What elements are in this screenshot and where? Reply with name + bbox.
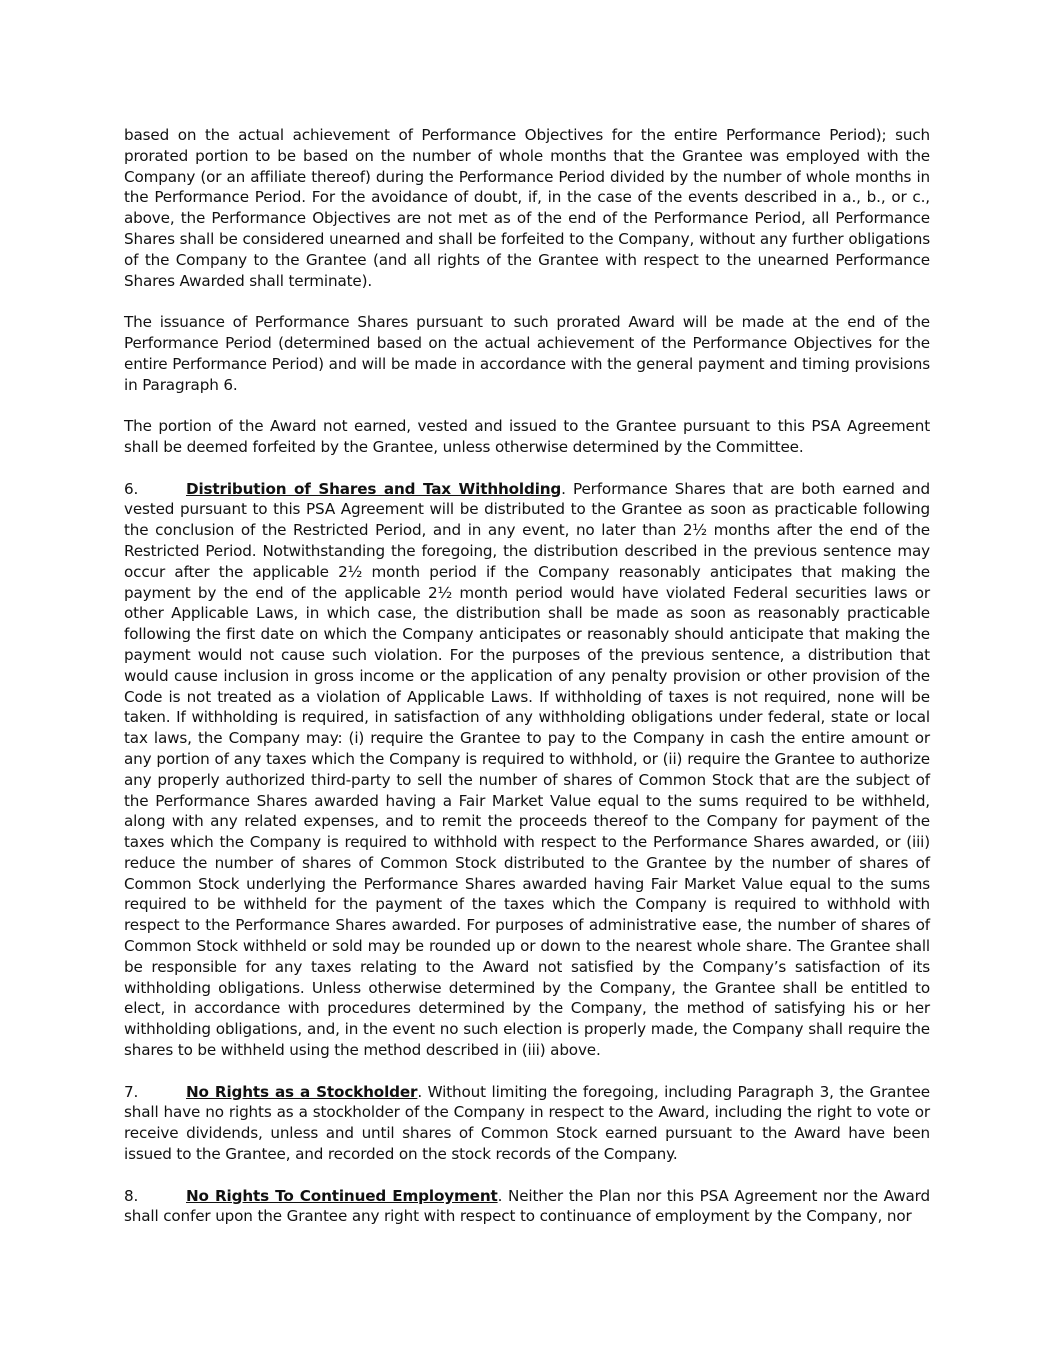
section-heading: Distribution of Shares and Tax Withholding	[186, 479, 562, 498]
paragraph-forfeiture: The portion of the Award not earned, vested and issued to the Grantee pursuant to this PSA Agreement shall be deemed forfeited by the Grantee, unless otherwise determined by the Committee.	[124, 417, 930, 456]
section-number: 7.	[124, 1082, 139, 1101]
section-body: . Performance Shares that are both earned and vested pursuant to this PSA Agreement will be distributed to the Grantee as soon as practicable following the conclusion of the Restricted Period, and in any event, no later than 2½ months after the end of the Restricted Period. Notwithstanding the foregoing, the distribution described in the previous sentence may occur after the applicable 2½ month period if the Company reasonably anticipates that making the payment by the end of the applicable 2½ month period would have violated Federal securities laws or other Applicable Laws, in which case, the distribution shall be made as soon as reasonably practicable following the first date on which the Company anticipates or reasonably should anticipate that making the payment would not cause such violation. For the purposes of the previous sentence, a distribution that would cause inclusion in gross income or the application of any penalty provision or other provision of the Code is not treated as a violation of Applicable Laws. If withholding of taxes is not required, none will be taken. If withholding is required, in satisfaction of any withholding obligations under federal, state or local tax laws, the Company may: (i) require the Grantee to pay to the Company in cash the entire amount or any portion of any taxes which the Company is required to withhold, or (ii) require the Grantee to authorize any properly authorized third-party to sell the number of shares of Common Stock that are the subject of the Performance Shares awarded having a Fair Market Value equal to the sums required to be withheld, along with any related expenses, and to remit the proceeds thereof to the Company for payment of the taxes which the Company is required to withhold with respect to the Performance Shares awarded, or (iii) reduce the number of shares of Common Stock distributed to the Grantee by the number of shares of Common Stock underlying the Performance Shares awarded having Fair Market Value equal to the sums required to be withheld for the payment of the taxes which the Company is required to withhold with respect to the Performance Shares awarded. For purposes of administrative ease, the number of shares of Common Stock withheld or sold may be rounded up or down to the nearest whole share. The Grantee shall be responsible for any taxes relating to the Award not satisfied by the Company’s satisfaction of its withholding obligations. Unless otherwise determined by the Company, the Grantee shall be entitled to elect, in accordance with procedures determined by the Company, the method of satisfying his or her withholding obligations, and, in the event no such election is properly made, the Company shall require the shares to be withheld using the method described in (iii) above.	[124, 479, 930, 1060]
section-number: 8.	[124, 1186, 139, 1205]
section-body: . Neither the Plan nor this PSA Agreement nor the Award shall confer upon the Grantee any right with respect to continuance of employment by the Company, nor	[124, 1186, 930, 1226]
section-body: . Without limiting the foregoing, including Paragraph 3, the Grantee shall have no rights as a stockholder of the Company in respect to the Award, including the right to vote or receive dividends, unless and until shares of Common Stock earned pursuant to the Award have been issued to the Grantee, and recorded on the stock records of the Company.	[124, 1082, 930, 1164]
section-heading: No Rights To Continued Employment	[186, 1186, 498, 1205]
paragraph-prorated-portion: based on the actual achievement of Performance Objectives for the entire Performance Period); such prorated portion to be based on the number of whole months that the Grantee was employed with the Company (or an affiliate thereof) during the Performance Period divided by the number of whole months in the Performance Period. For the avoidance of doubt, if, in the case of the events described in a., b., or c., above, the Performance Objectives are not met as of the end of the Performance Period, all Performance Shares shall be considered unearned and shall be forfeited to the Company, without any further obligations of the Company to the Grantee (and all rights of the Grantee with respect to the unearned Performance Shares Awarded shall terminate).	[124, 126, 930, 290]
section-7-no-rights-stockholder	[124, 1082, 930, 1165]
section-heading: No Rights as a Stockholder	[186, 1082, 418, 1101]
section-6-distribution	[124, 479, 930, 1061]
paragraph-issuance: The issuance of Performance Shares pursuant to such prorated Award will be made at the end of the Performance Period (determined based on the actual achievement of the Performance Objectives for the entire Performance Period) and will be made in accordance with the general payment and timing provisions in Paragraph 6.	[124, 313, 930, 394]
document-page	[124, 125, 930, 1248]
section-number: 6.	[124, 479, 139, 498]
section-8-no-rights-employment	[124, 1186, 930, 1228]
